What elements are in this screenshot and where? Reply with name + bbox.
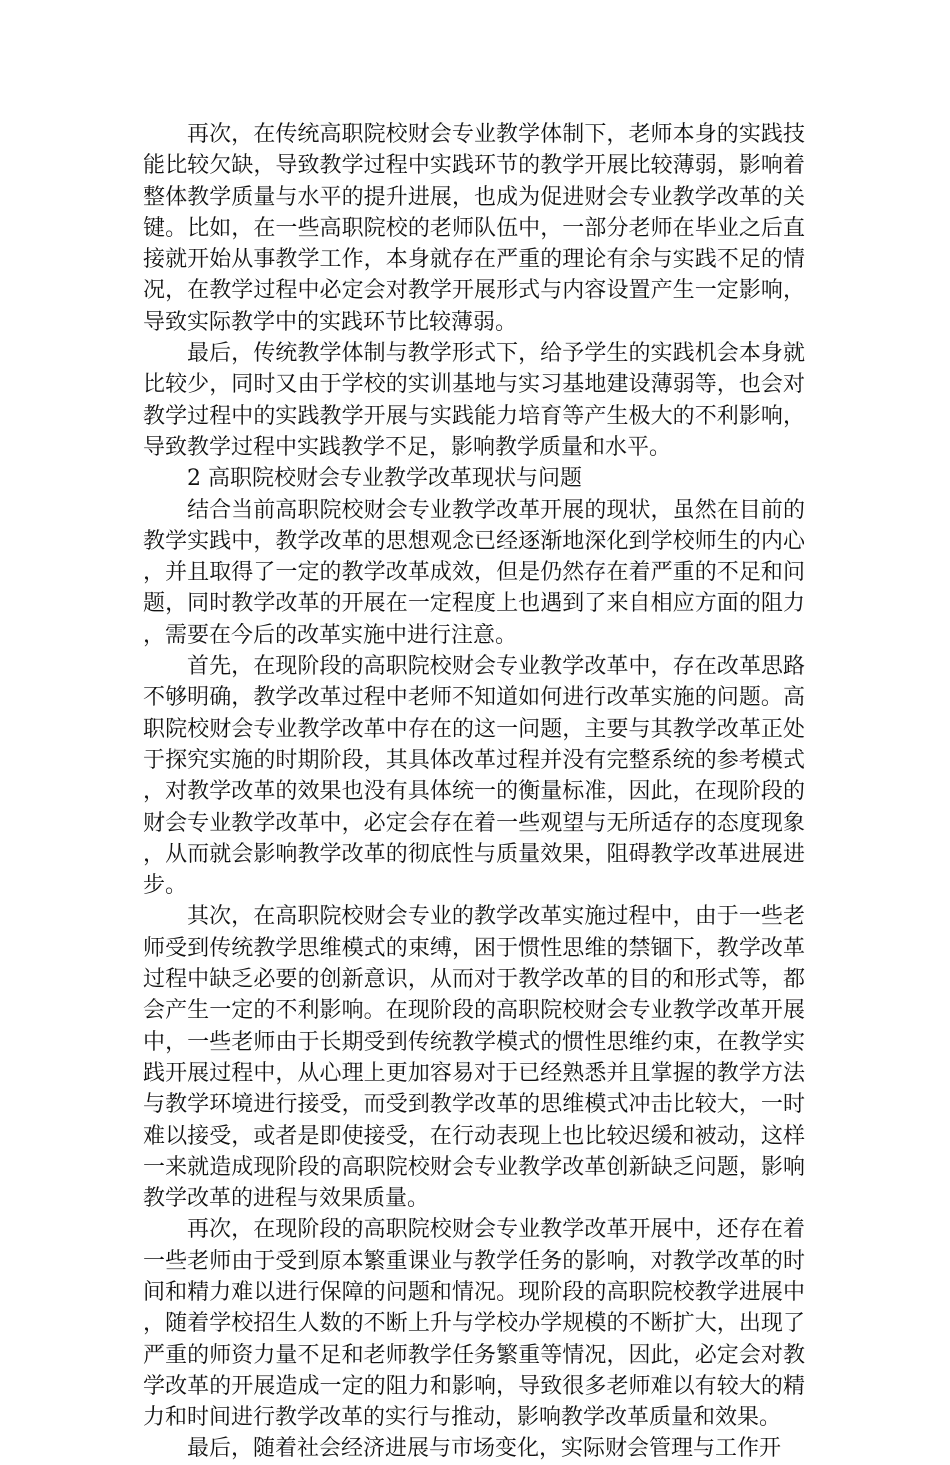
section-heading: 2 高职院校财会专业教学改革现状与问题 (187, 466, 582, 492)
paragraph-reform-direction: 首先，在现阶段的高职院校财会专业教学改革中，存在改革思路不够明确，教学改革过程中老师不知道如何进行改革实施的问题。高职院校财会专业教学改革中存在的这一问题，主要与其教学改革正处于探究实施的时期阶段，其具体改革过程并没有完整系统的参考模式，对教学改革的效果也没有具体统一的衡量标准，因此，在现阶段的财会专业教学改革中，必定会存在着一些观望与无所适存的态度现象，从而就会影响教学改革的彻底性与质量效果，阻碍教学改革进展进步。 (143, 654, 805, 899)
paragraph-workload: 再次，在现阶段的高职院校财会专业教学改革开展中，还存在着一些老师由于受到原本繁重课业与教学任务的影响，对教学改革的时间和精力难以进行保障的问题和情况。现阶段的高职院校教学进展中，随着学校招生人数的不断上升与学校办学规模的不断扩大，出现了严重的师资力量不足和老师教学任务繁重等情况，因此，必定会对教学改革的开展造成一定的阻力和影响，导致很多老师难以有较大的精力和时间进行教学改革的实行与推动，影响教学改革质量和效果。 (143, 1217, 805, 1431)
paragraph-innovation-lack: 其次，在高职院校财会专业的教学改革实施过程中，由于一些老师受到传统教学思维模式的束缚，困于惯性思维的禁锢下，教学改革过程中缺乏必要的创新意识，从而对于教学改革的目的和形式等，都会产生一定的不利影响。在现阶段的高职院校财会专业教学改革开展中，一些老师由于长期受到传统教学模式的惯性思维约束，在教学实践开展过程中，从心理上更加容易对于已经熟悉并且掌握的教学方法与教学环境进行接受，而受到教学改革的思维模式冲击比较大，一时难以接受，或者是即使接受，在行动表现上也比较迟缓和被动，这样一来就造成现阶段的高职院校财会专业教学改革创新缺乏问题，影响教学改革的进程与效果质量。 (143, 904, 805, 1212)
document-body (143, 119, 805, 1465)
paragraph-reform-status: 结合当前高职院校财会专业教学改革开展的现状，虽然在目前的教学实践中，教学改革的思想观念已经逐渐地深化到学校师生的内心，并且取得了一定的教学改革成效，但是仍然存在着严重的不足和问题，同时教学改革的开展在一定程度上也遇到了来自相应方面的阻力，需要在今后的改革实施中进行注意。 (143, 497, 805, 648)
paragraph-market-change: 最后，随着社会经济进展与市场变化，实际财会管理与工作开 (187, 1436, 782, 1462)
paragraph-practice-opportunities: 最后，传统教学体制与教学形式下，给予学生的实践机会本身就比较少，同时又由于学校的实训基地与实习基地建设薄弱等，也会对教学过程中的实践教学开展与实践能力培育等产生极大的不利影响，导致教学过程中实践教学不足，影响教学质量和水平。 (143, 341, 805, 460)
paragraph-teacher-practice-skills: 再次，在传统高职院校财会专业教学体制下，老师本身的实践技能比较欠缺，导致教学过程中实践环节的教学开展比较薄弱，影响着整体教学质量与水平的提升进展，也成为促进财会专业教学改革的关键。比如，在一些高职院校的老师队伍中，一部分老师在毕业之后直接就开始从事教学工作，本身就存在严重的理论有余与实践不足的情况，在教学过程中必定会对教学开展形式与内容设置产生一定影响，导致实际教学中的实践环节比较薄弱。 (143, 122, 805, 335)
